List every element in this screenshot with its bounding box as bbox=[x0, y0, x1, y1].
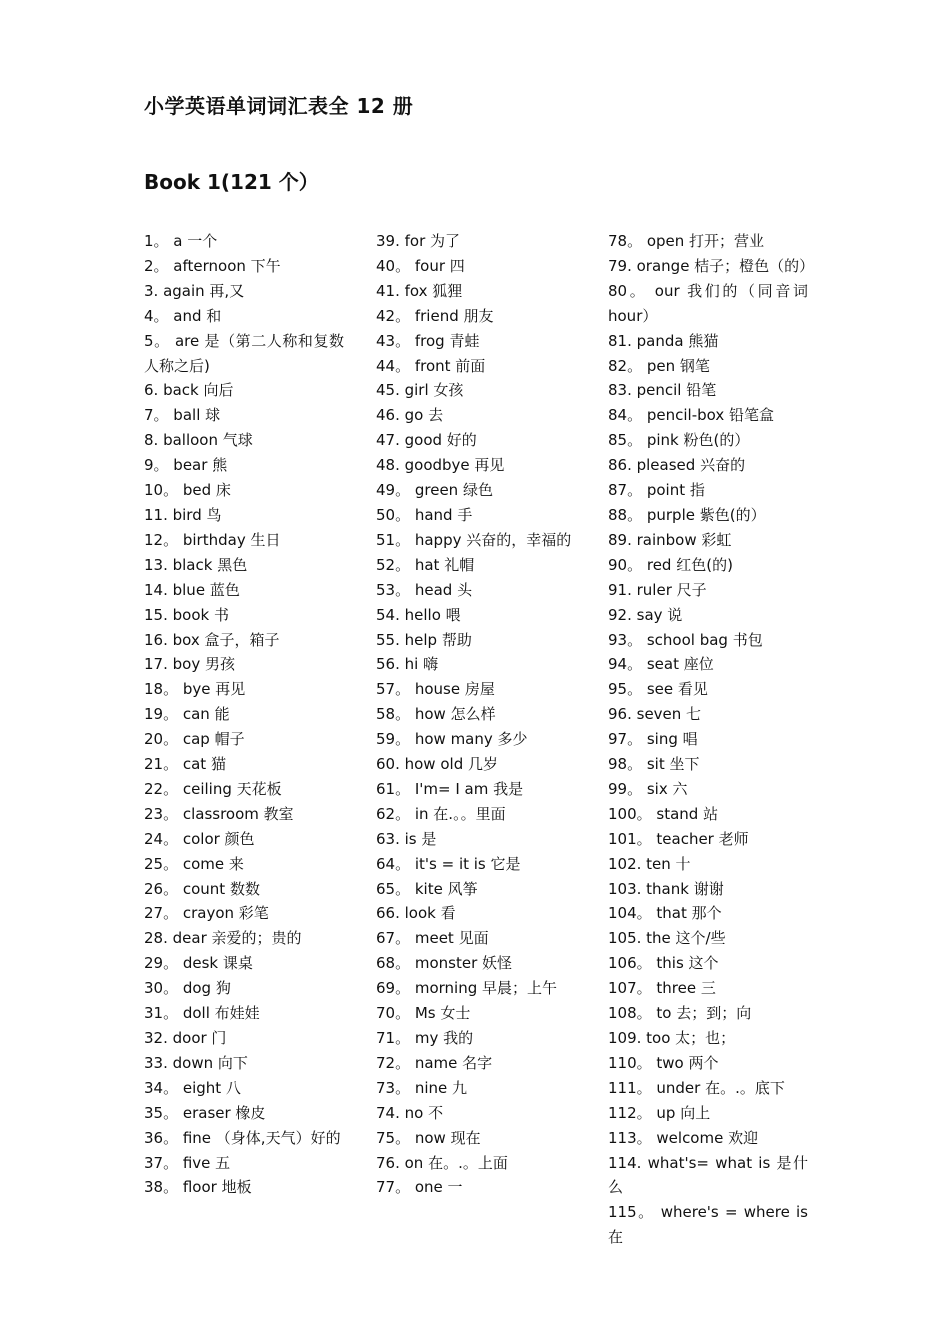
vocabulary-item: 38。 floor 地板 bbox=[144, 1178, 252, 1197]
vocabulary-item: 16. box 盒子，箱子 bbox=[144, 630, 280, 649]
vocabulary-item: 48. goodbye 再见 bbox=[376, 456, 505, 475]
vocabulary-item: 24。 color 颜色 bbox=[144, 829, 255, 848]
vocabulary-item: 35。 eraser 橡皮 bbox=[144, 1103, 266, 1122]
vocabulary-item: 67。 meet 见面 bbox=[376, 929, 489, 948]
vocabulary-item: 108。 to 去；到；向 bbox=[608, 1004, 752, 1023]
vocabulary-item: 66. look 看 bbox=[376, 904, 456, 923]
vocabulary-item: 94。 seat 座位 bbox=[608, 655, 714, 674]
vocabulary-item: 33. down 向下 bbox=[144, 1053, 248, 1072]
vocabulary-item: 34。 eight 八 bbox=[144, 1078, 241, 1097]
vocabulary-item: 68。 monster 妖怪 bbox=[376, 954, 513, 973]
vocabulary-item: 90。 red 红色(的) bbox=[608, 555, 733, 574]
vocabulary-item: 32. door 门 bbox=[144, 1029, 227, 1047]
page-title: 小学英语单词词汇表全 12 册 bbox=[144, 94, 414, 118]
vocabulary-item: 46. go 去 bbox=[376, 406, 444, 425]
vocabulary-item: 84。 pencil-box 铅笔盒 bbox=[608, 406, 774, 425]
vocabulary-item: 45. girl 女孩 bbox=[376, 381, 464, 400]
vocabulary-item: 75。 now 现在 bbox=[376, 1128, 481, 1147]
vocabulary-item: 77。 one 一 bbox=[376, 1178, 463, 1197]
vocabulary-item: 74. no 不 bbox=[376, 1103, 444, 1122]
vocabulary-item: 58。 how 怎么样 bbox=[376, 705, 496, 724]
vocabulary-item: 6. back 向后 bbox=[144, 381, 234, 400]
vocabulary-item: 51。 happy 兴奋的，幸福的 bbox=[376, 530, 572, 549]
vocabulary-item: 88。 purple 紫色(的） bbox=[608, 505, 766, 524]
vocabulary-item: 105. the 这个/些 bbox=[608, 929, 726, 948]
vocabulary-item: 111。 under 在。.。底下 bbox=[608, 1078, 785, 1097]
vocabulary-item: 4。 and 和 bbox=[144, 306, 222, 325]
vocabulary-item: 12。 birthday 生日 bbox=[144, 530, 281, 549]
vocabulary-item: 87。 point 指 bbox=[608, 481, 705, 500]
vocabulary-item: 76. on 在。.。上面 bbox=[376, 1153, 508, 1172]
vocabulary-column-1 bbox=[144, 229, 344, 1200]
vocabulary-item: 64。 it's = it is 它是 bbox=[376, 854, 521, 873]
vocabulary-item: 60. how old 几岁 bbox=[376, 755, 498, 774]
vocabulary-item: 14. blue 蓝色 bbox=[144, 580, 240, 599]
vocabulary-item: 10。 bed 床 bbox=[144, 481, 231, 500]
vocabulary-item: 109. too 太；也； bbox=[608, 1029, 736, 1047]
vocabulary-item: 113。 welcome 欢迎 bbox=[608, 1128, 759, 1147]
vocabulary-item: 49。 green 绿色 bbox=[376, 481, 493, 500]
vocabulary-item: 110。 two 两个 bbox=[608, 1053, 719, 1072]
vocabulary-item: 107。 three 三 bbox=[608, 979, 716, 998]
vocabulary-item: 93。 school bag 书包 bbox=[608, 630, 763, 649]
vocabulary-item: 103. thank 谢谢 bbox=[608, 879, 724, 898]
vocabulary-column-3 bbox=[608, 229, 815, 1250]
vocabulary-item: 50。 hand 手 bbox=[376, 505, 473, 524]
vocabulary-item: 95。 see 看见 bbox=[608, 680, 708, 699]
vocabulary-item: 73。 nine 九 bbox=[376, 1078, 468, 1097]
vocabulary-item: 56. hi 嗨 bbox=[376, 655, 439, 674]
vocabulary-item: 42。 friend 朋友 bbox=[376, 306, 494, 325]
vocabulary-item: 23。 classroom 教室 bbox=[144, 804, 294, 823]
vocabulary-item: 78。 open 打开；营业 bbox=[608, 232, 765, 250]
vocabulary-item: 96. seven 七 bbox=[608, 705, 702, 724]
vocabulary-item: 9。 bear 熊 bbox=[144, 456, 228, 475]
vocabulary-item: 11. bird 鸟 bbox=[144, 505, 222, 524]
vocabulary-item: 26。 count 数数 bbox=[144, 879, 260, 898]
vocabulary-column-2 bbox=[376, 229, 576, 1200]
vocabulary-item: 25。 come 来 bbox=[144, 854, 244, 873]
vocabulary-item: 114. what's= what is 是什么 bbox=[608, 1153, 808, 1197]
vocabulary-item: 63. is 是 bbox=[376, 829, 437, 848]
vocabulary-item: 44。 front 前面 bbox=[376, 356, 486, 375]
vocabulary-item: 97。 sing 唱 bbox=[608, 730, 698, 749]
vocabulary-item: 81. panda 熊猫 bbox=[608, 331, 719, 350]
vocabulary-item: 59。 how many 多少 bbox=[376, 730, 528, 749]
vocabulary-item: 30。 dog 狗 bbox=[144, 979, 231, 998]
vocabulary-item: 52。 hat 礼帽 bbox=[376, 555, 475, 574]
vocabulary-item: 100。 stand 站 bbox=[608, 804, 719, 823]
vocabulary-item: 115。 where's = where is 在 bbox=[608, 1203, 808, 1247]
vocabulary-item: 47. good 好的 bbox=[376, 431, 477, 450]
vocabulary-item: 3. again 再,又 bbox=[144, 281, 245, 300]
vocabulary-item: 5。 are 是（第二人称和复数人称之后) bbox=[144, 331, 344, 375]
vocabulary-item: 82。 pen 钢笔 bbox=[608, 356, 710, 375]
vocabulary-item: 40。 four 四 bbox=[376, 256, 465, 275]
vocabulary-item: 112。 up 向上 bbox=[608, 1103, 711, 1122]
vocabulary-item: 13. black 黑色 bbox=[144, 555, 248, 574]
vocabulary-item: 83. pencil 铅笔 bbox=[608, 381, 717, 400]
vocabulary-item: 31。 doll 布娃娃 bbox=[144, 1004, 260, 1023]
vocabulary-item: 43。 frog 青蛙 bbox=[376, 331, 480, 350]
vocabulary-item: 79. orange 桔子；橙色（的） bbox=[608, 256, 815, 275]
vocabulary-item: 70。 Ms 女士 bbox=[376, 1004, 471, 1023]
vocabulary-item: 91. ruler 尺子 bbox=[608, 580, 707, 599]
vocabulary-item: 36。 fine （身体,天气）好的 bbox=[144, 1128, 341, 1147]
vocabulary-item: 20。 cap 帽子 bbox=[144, 730, 245, 749]
vocabulary-item: 98。 sit 坐下 bbox=[608, 755, 700, 774]
vocabulary-item: 53。 head 头 bbox=[376, 580, 473, 599]
vocabulary-item: 61。 I'm= I am 我是 bbox=[376, 779, 524, 798]
vocabulary-item: 106。 this 这个 bbox=[608, 954, 719, 973]
book-heading: Book 1(121 个） bbox=[144, 170, 319, 194]
vocabulary-item: 101。 teacher 老师 bbox=[608, 829, 749, 848]
vocabulary-item: 27。 crayon 彩笔 bbox=[144, 904, 269, 923]
vocabulary-item: 7。 ball 球 bbox=[144, 406, 221, 425]
vocabulary-item: 54. hello 喂 bbox=[376, 605, 461, 624]
vocabulary-item: 2。 afternoon 下午 bbox=[144, 256, 281, 275]
vocabulary-item: 89. rainbow 彩虹 bbox=[608, 530, 732, 549]
vocabulary-item: 92. say 说 bbox=[608, 605, 683, 624]
vocabulary-item: 99。 six 六 bbox=[608, 779, 688, 798]
vocabulary-item: 80。 our 我们的（同音词 hour） bbox=[608, 281, 808, 325]
vocabulary-item: 1。 a 一个 bbox=[144, 232, 218, 250]
vocabulary-item: 21。 cat 猫 bbox=[144, 755, 226, 774]
vocabulary-item: 15. book 书 bbox=[144, 605, 229, 624]
vocabulary-item: 72。 name 名字 bbox=[376, 1053, 493, 1072]
vocabulary-item: 39. for 为了 bbox=[376, 232, 461, 250]
vocabulary-item: 8. balloon 气球 bbox=[144, 431, 253, 450]
vocabulary-item: 65。 kite 风筝 bbox=[376, 879, 478, 898]
vocabulary-item: 71。 my 我的 bbox=[376, 1029, 474, 1047]
vocabulary-item: 86. pleased 兴奋的 bbox=[608, 456, 746, 475]
vocabulary-item: 62。 in 在.。。里面 bbox=[376, 804, 506, 823]
vocabulary-item: 17. boy 男孩 bbox=[144, 655, 235, 674]
vocabulary-item: 57。 house 房屋 bbox=[376, 680, 495, 699]
vocabulary-item: 19。 can 能 bbox=[144, 705, 230, 724]
vocabulary-item: 37。 five 五 bbox=[144, 1153, 231, 1172]
vocabulary-item: 41. fox 狐狸 bbox=[376, 281, 463, 300]
vocabulary-item: 102. ten 十 bbox=[608, 854, 691, 873]
vocabulary-item: 85。 pink 粉色(的） bbox=[608, 431, 750, 450]
vocabulary-item: 69。 morning 早晨；上午 bbox=[376, 979, 558, 998]
vocabulary-item: 18。 bye 再见 bbox=[144, 680, 246, 699]
vocabulary-item: 22。 ceiling 天花板 bbox=[144, 779, 282, 798]
vocabulary-item: 104。 that 那个 bbox=[608, 904, 722, 923]
vocabulary-item: 28. dear 亲爱的；贵的 bbox=[144, 929, 302, 948]
vocabulary-item: 55. help 帮助 bbox=[376, 630, 472, 649]
vocabulary-item: 29。 desk 课桌 bbox=[144, 954, 253, 973]
